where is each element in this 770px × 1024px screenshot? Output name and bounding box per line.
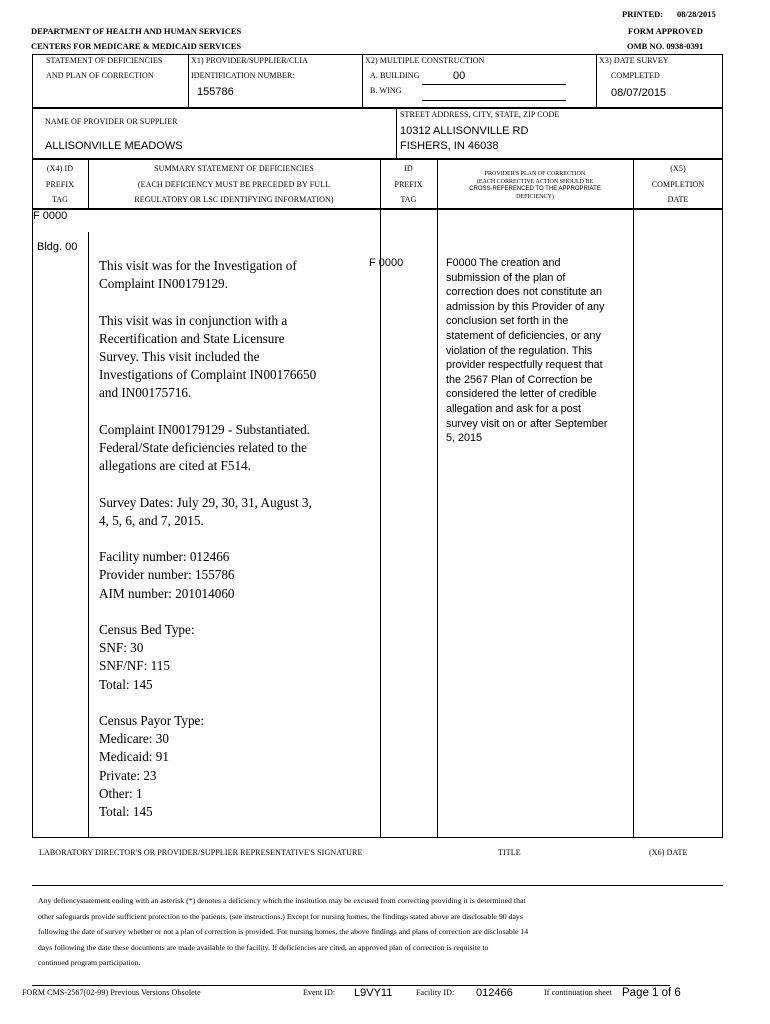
col-x4-id: (X4) ID [46, 164, 74, 173]
summary-paragraph [99, 421, 377, 476]
plan-line: violation of the regulation. This [446, 344, 593, 357]
address-line-2: FISHERS, IN 46038 [400, 140, 499, 152]
identification-number-label: IDENTIFICATION NUMBER: [191, 71, 295, 80]
summary-paragraph [99, 312, 377, 403]
summary-line: Other: 1 [99, 785, 143, 801]
summary-line: and IN00175716. [99, 385, 192, 401]
date-survey-label: X3) DATE SURVEY [599, 56, 669, 65]
building-value: 00 [453, 70, 466, 82]
form-approved: FORM APPROVED [628, 26, 703, 36]
plan-line: correction does not constitute an [446, 286, 603, 299]
facility-id-value: 012466 [476, 987, 513, 999]
summary-line: Investigations of Complaint IN00176650 [99, 367, 317, 383]
continuation-label: If continuation sheet [544, 988, 612, 997]
summary-line: This visit was in conjunction with a [99, 312, 288, 328]
summary-line: Survey. This visit included the [99, 349, 260, 364]
event-id-value: L9VY11 [354, 987, 393, 999]
summary-line: Medicaid: 91 [99, 749, 169, 765]
col-prefix: PREFIX [394, 180, 423, 189]
form-number: FORM CMS-2567(02-99) Previous Versions Obsolete [22, 988, 201, 997]
summary-statement [99, 257, 377, 839]
survey-date-value: 08/07/2015 [611, 87, 667, 99]
plan-line: F0000 The creation and [446, 257, 561, 269]
provider-clia-label: X1) PROVIDER/SUPPLIER/CLIA [191, 56, 309, 65]
page-number: Page 1 of 6 [622, 987, 681, 999]
col-plan-note-2: CROSS-REFERENCED TO THE APPROPRIATE [469, 186, 601, 192]
summary-line: Complaint IN00179129 - Substantiated. [99, 421, 310, 437]
deficiency-tag: F 0000 [33, 210, 68, 222]
col-x5: (X5) [670, 164, 686, 173]
disclaimer-note [38, 893, 718, 971]
col-plan-note-1: (EACH CORRECTIVE ACTION SHOULD BE [476, 179, 594, 185]
col-plan-title: PROVIDER'S PLAN OF CORRECTION [484, 171, 586, 177]
col-summary-note: (EACH DEFICIENCY MUST BE PRECEDED BY FULL [137, 180, 331, 189]
plan-of-correction-label: AND PLAN OF CORRECTION [46, 71, 154, 80]
provider-id-value: 155786 [197, 86, 234, 98]
department-name: DEPARTMENT OF HEALTH AND HUMAN SERVICES [31, 26, 242, 36]
facility-id-label: Facility ID: [416, 988, 455, 997]
completed-label: COMPLETED [611, 71, 660, 80]
col-date: DATE [667, 195, 689, 204]
printed-label: PRINTED: [622, 9, 664, 19]
multiple-construction-label: X2) MULTIPLE CONSTRUCTION [365, 56, 485, 65]
omb-number: OMB NO. 0938-0391 [627, 41, 704, 51]
summary-line: Total: 145 [99, 676, 153, 692]
event-id-label: Event ID: [303, 988, 336, 997]
summary-line: Federal/State deficiencies related to the [99, 440, 307, 455]
summary-line: Recertification and State Licensure [99, 330, 285, 346]
plan-line: allegation and ask for a post [446, 402, 582, 415]
summary-line: Census Payor Type: [99, 712, 205, 728]
summary-line: SNF/NF: 115 [99, 658, 170, 674]
statement-label: STATEMENT OF DEFICIENCIES [46, 56, 163, 65]
building-label: A. BUILDING [370, 71, 420, 80]
plan-of-correction [446, 256, 630, 446]
wing-label: B. WING [370, 86, 402, 95]
summary-line: Survey Dates: July 29, 30, 31, August 3, [99, 494, 312, 510]
printed-date: 08/28/2015 [677, 9, 716, 19]
col-x4-prefix: PREFIX [45, 180, 75, 189]
col-tag: TAG [400, 195, 417, 204]
plan-line: considered the letter of credible [446, 388, 597, 401]
summary-line: Total: 145 [99, 804, 153, 819]
summary-line: 4, 5, 6, and 7, 2015. [99, 512, 204, 528]
summary-line: Private: 23 [99, 767, 157, 783]
col-summary-note-2: REGULATORY OR LSC IDENTIFYING INFORMATION) [134, 195, 334, 204]
summary-line: Census Bed Type: [99, 621, 195, 637]
address-label: STREET ADDRESS, CITY, STATE, ZIP CODE [400, 110, 560, 119]
address-line-1: 10312 ALLISONVILLE RD [400, 125, 529, 137]
building-tag: Bldg. 00 [37, 241, 78, 253]
col-completion: COMPLETION [651, 180, 705, 189]
plan-line: 5, 2015 [446, 432, 483, 445]
disclaimer-line: days following the date these documents are made available to the facility. If deficiencies are cited, an approved plan of correction is requisite to [38, 942, 489, 952]
summary-line: Complaint IN00179129. [99, 276, 228, 292]
col-x4-tag: TAG [51, 195, 69, 204]
centers-name: CENTERS FOR MEDICARE & MEDICAID SERVICES [31, 41, 242, 51]
plan-line: statement of deficiencies, or any [446, 329, 601, 342]
plan-line: submission of the plan of [446, 271, 566, 284]
disclaimer-line: other safeguards provide sufficient protection to the patients. (see instructions.) Except for nursing homes, the findings stated above are disclosable 90 days [38, 911, 523, 921]
summary-paragraph [99, 257, 377, 293]
summary-line: SNF: 30 [99, 640, 144, 656]
plan-tag: F 0000 [369, 257, 404, 269]
disclaimer-line: Any defiencystatement ending with an asterisk (*) denotes a deficiency which the institution may be excused from correcting providing it is determined that [38, 896, 526, 905]
disclaimer-line: continued program participation. [38, 958, 141, 968]
plan-line: survey visit on or after September [446, 417, 608, 430]
plan-line: the 2567 Plan of Correction be [446, 373, 593, 386]
summary-line: Medicare: 30 [99, 731, 169, 747]
summary-paragraph [99, 621, 377, 694]
disclaimer-line: following the date of survey whether or not a plan of correction is provided. For nursing homes, the above findings and plans of correction are disclosable 14 [38, 927, 529, 937]
summary-line: allegations are cited at F514. [99, 458, 251, 474]
plan-line: admission by this Provider of any [446, 300, 605, 313]
signature-label: LABORATORY DIRECTOR'S OR PROVIDER/SUPPLIER REPRESENTATIVE'S SIGNATURE [39, 848, 363, 857]
summary-line: Facility number: 012466 [99, 549, 230, 565]
summary-line: Provider number: 155786 [99, 567, 235, 583]
plan-line: conclusion set forth in the [446, 315, 569, 328]
summary-paragraph [99, 494, 377, 530]
summary-paragraph [99, 548, 377, 603]
provider-name-label: NAME OF PROVIDER OR SUPPLIER [45, 117, 178, 126]
summary-line: AIM number: 201014060 [99, 585, 235, 601]
provider-name-value: ALLISONVILLE MEADOWS [45, 140, 183, 152]
title-label: TITLE [498, 848, 521, 857]
col-plan-note-3: DEFICIENCY) [516, 194, 554, 200]
plan-line: provider respectfully request that [446, 359, 603, 372]
col-id: ID [404, 164, 413, 173]
summary-paragraph [99, 712, 377, 821]
summary-line: This visit was for the Investigation of [99, 258, 297, 273]
x6-date-label: (X6) DATE [649, 848, 688, 857]
col-summary-title: SUMMARY STATEMENT OF DEFICIENCIES [154, 164, 314, 173]
